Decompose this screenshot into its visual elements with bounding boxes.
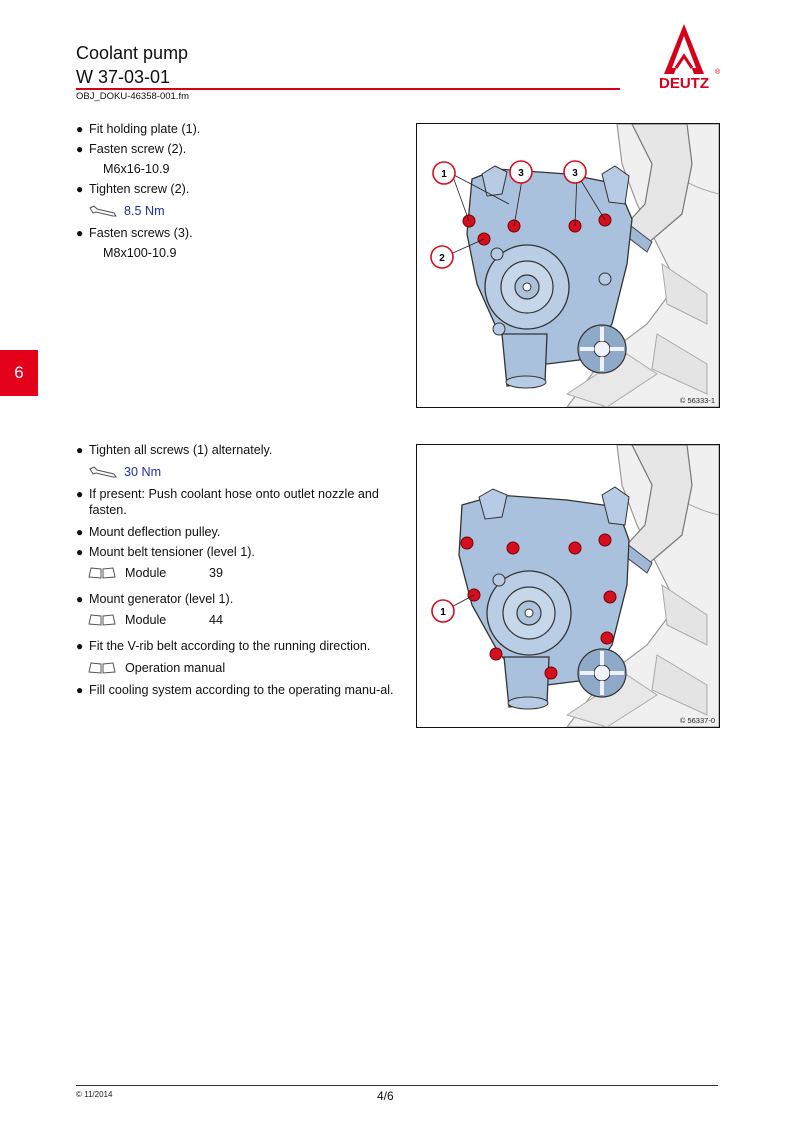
figure-id: © 56337-0 (679, 716, 715, 725)
list-item: ● Mount deflection pulley. (76, 525, 221, 539)
torque-wrench-icon (88, 204, 118, 218)
screw-marker (601, 632, 613, 644)
module-number: 39 (209, 566, 224, 580)
footer-date: © 11/2014 (76, 1090, 113, 1099)
page-title: Coolant pump (76, 43, 189, 63)
chapter-tab: 6 (0, 350, 38, 396)
svg-text:1: 1 (440, 607, 446, 618)
screw-spec: M6x16-10.9 (103, 162, 170, 176)
footer-rule (76, 1085, 718, 1086)
manual-reference (76, 658, 406, 678)
logo-text: DEUTZ (659, 75, 709, 92)
svg-text:3: 3 (572, 168, 578, 179)
svg-text:1: 1 (441, 169, 447, 180)
screw-marker (599, 534, 611, 546)
module-reference (76, 563, 406, 583)
screw-spec: M8x100-10.9 (103, 246, 177, 260)
callout-3 (510, 161, 532, 183)
screw-marker (569, 542, 581, 554)
list-item: ● Fasten screw (2). (76, 142, 187, 156)
list-item: ● Fit the V-rib belt according to the running direction. (76, 639, 371, 653)
list-item: ● Fit holding plate (1). (76, 122, 201, 136)
section1-steps (76, 119, 406, 263)
screw-marker (604, 591, 616, 603)
torque-spec (76, 462, 406, 482)
torque-spec (76, 201, 406, 221)
callout-1 (433, 162, 455, 184)
header-rule (76, 88, 620, 90)
section2-steps (76, 440, 406, 698)
callout-2 (431, 246, 453, 268)
list-item: ● Mount belt tensioner (level 1). (76, 545, 255, 559)
torque-value: 30 Nm (124, 465, 162, 479)
document-code: W 37-03-01 (76, 67, 171, 87)
svg-text:2: 2 (439, 253, 445, 264)
coolant-pump-illustration (417, 445, 719, 727)
list-item: ● Fill cooling system according to the operating manu-al. (76, 683, 394, 697)
callout-3-second (564, 161, 586, 183)
figure-id: © 56333-1 (679, 396, 715, 405)
manual-label: Operation manual (125, 661, 226, 675)
screw-marker (461, 537, 473, 549)
list-item: ● Tighten screw (2). (76, 182, 190, 196)
list-item: ● Mount generator (level 1). (76, 592, 234, 606)
screw-marker (490, 648, 502, 660)
page-number: 4/6 (377, 1089, 394, 1103)
module-label: Module (125, 613, 167, 627)
torque-wrench-icon (88, 465, 118, 479)
list-item: ● Tighten all screws (1) alternately. (76, 443, 273, 457)
book-icon (88, 566, 116, 580)
figure-coolant-pump-1 (416, 123, 720, 408)
book-icon (88, 661, 116, 675)
deutz-logo (646, 22, 722, 94)
module-number: 44 (209, 613, 224, 627)
figure-coolant-pump-2 (416, 444, 720, 728)
screw-marker (507, 542, 519, 554)
screw-marker (545, 667, 557, 679)
list-item: ● If present: Push coolant hose onto outlet nozzle and fasten. (76, 487, 379, 517)
coolant-pump-illustration (417, 124, 719, 407)
callout-1 (432, 600, 454, 622)
module-reference (76, 610, 406, 630)
torque-value: 8.5 Nm (124, 204, 165, 218)
book-icon (88, 613, 116, 627)
logo-registered-mark: ® (715, 69, 721, 76)
module-label: Module (125, 566, 167, 580)
document-id: OBJ_DOKU-46358-001.fm (76, 91, 189, 102)
svg-text:3: 3 (518, 168, 524, 179)
list-item: ● Fasten screws (3). (76, 226, 193, 240)
